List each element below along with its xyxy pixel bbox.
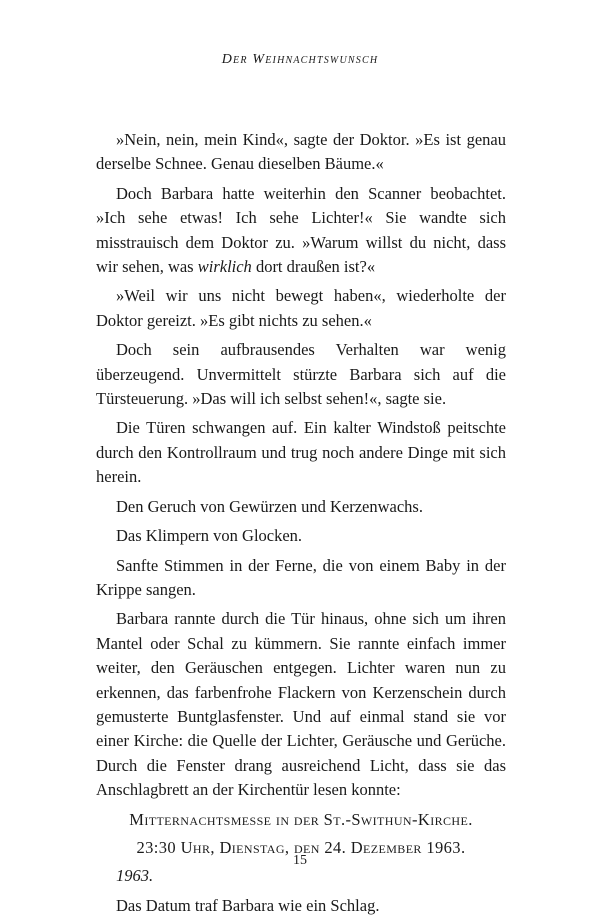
notice-line-1: Mitternachtsmesse in der St.-Swithun-Kirche.	[129, 809, 473, 829]
paragraph: Sanfte Stimmen in der Ferne, die von einem Baby in der Krippe sangen.	[96, 555, 506, 599]
paragraph	[96, 182, 506, 280]
closing-line: Das Datum traf Barbara wie ein Schlag.	[116, 895, 380, 915]
paragraph: Doch sein aufbrausendes Verhalten war wenig überzeugend. Unvermittelt stürzte Barbara sich auf die Türsteuerung. »Das will ich selbst sehen!«, sagte sie.	[96, 340, 506, 409]
paragraph: Die Türen schwangen auf. Ein kalter Windstoß peitschte durch den Kontrollraum und trug noch andere Dinge mit sich herein.	[96, 418, 506, 487]
paragraph: »Nein, nein, mein Kind«, sagte der Doktor. »Es ist genau derselbe Schnee. Genau dieselben Bäume.«	[96, 130, 506, 174]
italic-year: 1963.	[116, 866, 154, 886]
notice-line-2: 23:30 Uhr, Dienstag, den 24. Dezember 1963.	[136, 837, 466, 857]
paragraph: Den Geruch von Gewürzen und Kerzenwachs.	[116, 496, 423, 516]
emphasis: wirklich	[197, 257, 252, 277]
paragraph-text: Doch Barbara hatte weiterhin den Scanner beobachtet. »Ich sehe etwas! Ich sehe Lichter!« Sie wandte sich misstrauisch dem Doktor zu. »Warum willst du nicht, dass wir sehen, was	[96, 183, 506, 277]
body-text	[96, 128, 506, 923]
paragraph: »Weil wir uns nicht bewegt haben«, wiederholte der Doktor gereizt. »Es gibt nichts zu sehen.«	[96, 286, 506, 330]
running-title: Der Weihnachtswunsch	[221, 52, 379, 67]
paragraph: Das Klimpern von Glocken.	[116, 526, 303, 546]
paragraph: Barbara rannte durch die Tür hinaus, ohne sich um ihren Mantel oder Schal zu kümmern. Sie rannte einfach immer weiter, den Geräuschen entgegen. Lichter waren nun zu erkennen, das farbenfrohe Flackern von Kerzenschein durch gemusterte Buntglasfenster. Und auf einmal stand sie vor einer Kirche: die Quelle der Lichter, Geräusche und Gerüche. Durch die Fenster drang ausreichend Licht, dass sie das Anschlagbrett an der Kirchentür lesen konnte:	[96, 609, 506, 800]
paragraph-text: dort draußen ist?«	[251, 257, 376, 277]
page-number: 15	[293, 853, 307, 868]
